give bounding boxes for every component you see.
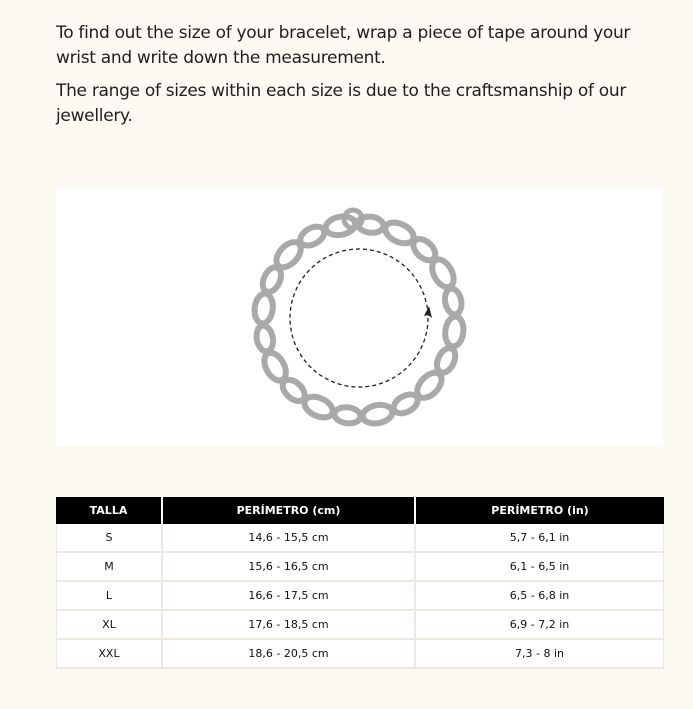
cm-cell: 17,6 - 18,5 cm bbox=[163, 611, 416, 640]
intro-paragraph: The range of sizes within each size is due to the craftsmanship of our jewellery. bbox=[56, 81, 627, 126]
size-cell: XL bbox=[56, 611, 163, 640]
cm-cell: 15,6 - 16,5 cm bbox=[163, 553, 416, 582]
in-cell: 6,9 - 7,2 in bbox=[416, 611, 664, 640]
size-cell: M bbox=[56, 553, 163, 582]
bracelet-diagram bbox=[56, 188, 663, 446]
chain-link bbox=[443, 287, 464, 316]
table-row bbox=[56, 611, 664, 640]
intro-text bbox=[56, 21, 671, 137]
cm-cell: 18,6 - 20,5 cm bbox=[163, 640, 416, 669]
measuring-tape bbox=[290, 249, 428, 387]
in-cell: 6,1 - 6,5 in bbox=[416, 553, 664, 582]
chain-link bbox=[254, 324, 275, 353]
in-cell: 6,5 - 6,8 in bbox=[416, 582, 664, 611]
in-cell: 7,3 - 8 in bbox=[416, 640, 664, 669]
chain-link bbox=[444, 316, 465, 348]
table-row bbox=[56, 640, 664, 669]
chain-links bbox=[253, 210, 465, 426]
header-perimeter-cm: PERÍMETRO (cm) bbox=[163, 497, 416, 524]
table-row bbox=[56, 524, 664, 553]
chain-link bbox=[260, 349, 290, 384]
size-cell: S bbox=[56, 524, 163, 553]
size-cell: L bbox=[56, 582, 163, 611]
table-row bbox=[56, 582, 664, 611]
bracelet-illustration bbox=[56, 188, 663, 446]
size-table bbox=[56, 497, 664, 669]
in-cell: 5,7 - 6,1 in bbox=[416, 524, 664, 553]
chain-link bbox=[334, 406, 362, 425]
cm-cell: 16,6 - 17,5 cm bbox=[163, 582, 416, 611]
header-size: TALLA bbox=[56, 497, 163, 524]
cm-cell: 14,6 - 15,5 cm bbox=[163, 524, 416, 553]
table-row bbox=[56, 553, 664, 582]
header-perimeter-in: PERÍMETRO (in) bbox=[416, 497, 664, 524]
intro-paragraph: To find out the size of your bracelet, wrap a piece of tape around your wrist and write down the measurement. bbox=[56, 23, 631, 68]
chain-link bbox=[361, 402, 394, 425]
chain-link bbox=[253, 293, 274, 325]
chain-link bbox=[428, 256, 458, 291]
size-cell: XXL bbox=[56, 640, 163, 669]
table-header-row bbox=[56, 497, 664, 524]
